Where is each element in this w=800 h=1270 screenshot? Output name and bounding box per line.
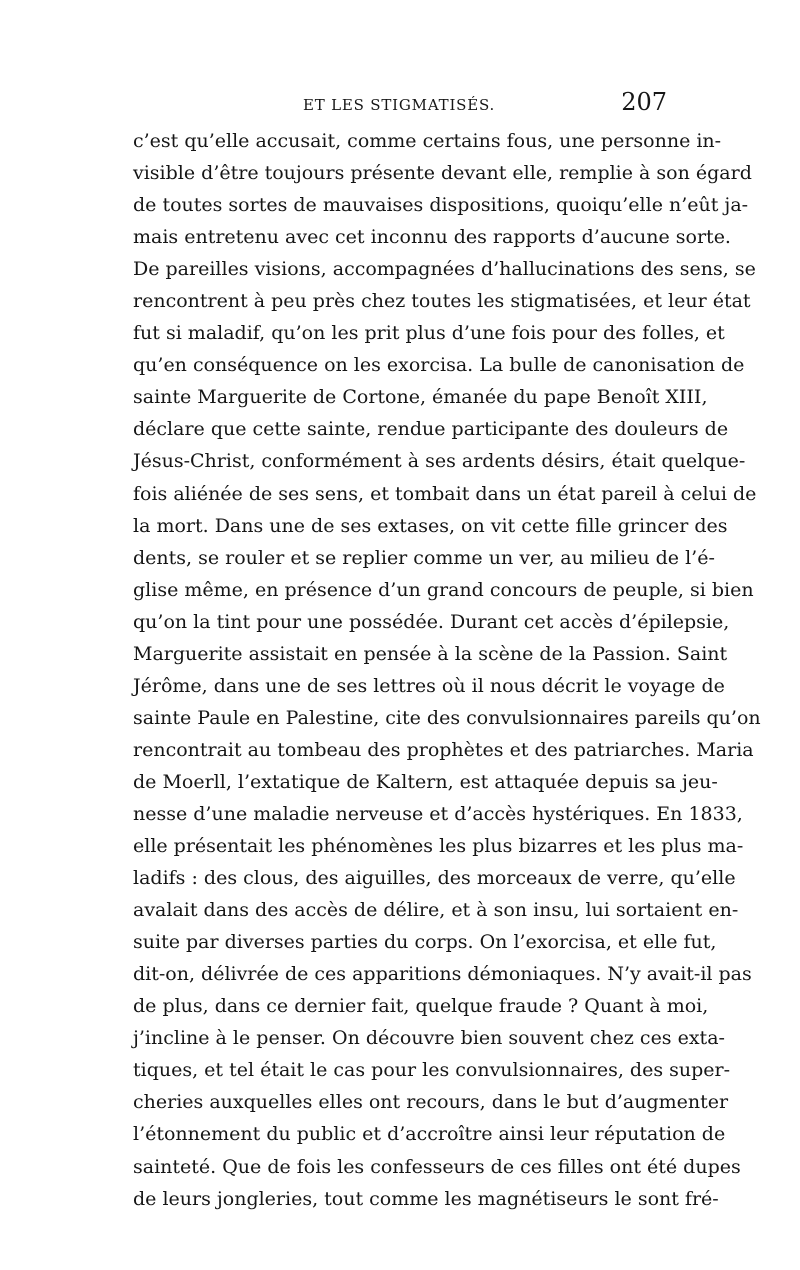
text-line: l’étonnement du public et d’accroître ainsi leur réputation de: [133, 1123, 726, 1146]
text-line: ladifs : des clous, des aiguilles, des morceaux de verre, qu’elle: [133, 867, 736, 890]
text-line: avalait dans des accès de délire, et à son insu, lui sortaient en-: [133, 899, 739, 922]
text-line: fut si maladif, qu’on les prit plus d’une fois pour des folles, et: [133, 322, 725, 345]
text-line: de Moerll, l’extatique de Kaltern, est attaquée depuis sa jeu-: [133, 770, 718, 793]
running-title: ET LES STIGMATISÉS.: [303, 96, 496, 114]
text-line: déclare que cette sainte, rendue participante des douleurs de: [133, 418, 729, 441]
text-line: de leurs jongleries, tout comme les magnétiseurs le sont fré-: [133, 1187, 719, 1210]
text-line: de toutes sortes de mauvaises dispositions, quoiqu’elle n’eût ja-: [133, 194, 749, 217]
text-line: De pareilles visions, accompagnées d’hallucinations des sens, se: [133, 258, 756, 281]
text-line: glise même, en présence d’un grand concours de peuple, si bien: [133, 578, 754, 601]
text-line: qu’en conséquence on les exorcisa. La bulle de canonisation de: [133, 354, 745, 377]
text-line: sainte Marguerite de Cortone, émanée du pape Benoît XIII,: [133, 386, 708, 409]
text-line: rencontrait au tombeau des prophètes et des patriarches. Maria: [133, 738, 754, 761]
text-line: Jérôme, dans une de ses lettres où il nous décrit le voyage de: [133, 674, 725, 697]
body-text: [133, 125, 761, 1215]
text-line: elle présentait les phénomènes les plus bizarres et les plus ma-: [133, 835, 744, 858]
text-line: suite par diverses parties du corps. On l’exorcisa, et elle fut,: [133, 931, 717, 954]
page-number: 207: [621, 88, 667, 116]
text-line: dents, se rouler et se replier comme un ver, au milieu de l’é-: [133, 546, 715, 569]
text-line: j’incline à le penser. On découvre bien souvent chez ces exta-: [133, 1027, 725, 1050]
text-line: la mort. Dans une de ses extases, on vit cette fille grincer des: [133, 514, 728, 537]
text-line: sainte Paule en Palestine, cite des convulsionnaires pareils qu’on: [133, 706, 761, 729]
text-line: mais entretenu avec cet inconnu des rapports d’aucune sorte.: [133, 226, 731, 249]
text-line: rencontrent à peu près chez toutes les stigmatisées, et leur état: [133, 290, 751, 313]
text-line: qu’on la tint pour une possédée. Durant cet accès d’épilepsie,: [133, 610, 730, 633]
text-line: c’est qu’elle accusait, comme certains fous, une personne in-: [133, 130, 722, 152]
text-line: Marguerite assistait en pensée à la scène de la Passion. Saint: [133, 642, 728, 665]
text-line: visible d’être toujours présente devant elle, remplie à son égard: [133, 162, 752, 185]
text-line: tiques, et tel était le cas pour les convulsionnaires, des super-: [133, 1059, 731, 1082]
text-line: cheries auxquelles elles ont recours, dans le but d’augmenter: [133, 1091, 729, 1114]
text-line: de plus, dans ce dernier fait, quelque fraude ? Quant à moi,: [133, 995, 709, 1018]
running-head: [133, 88, 669, 120]
text-line: Jésus-Christ, conformément à ses ardents désirs, était quelque-: [133, 450, 746, 473]
text-line: sainteté. Que de fois les confesseurs de ces filles ont été dupes: [133, 1155, 741, 1178]
text-line: fois aliénée de ses sens, et tombait dans un état pareil à celui de: [133, 482, 757, 505]
text-line: dit-on, délivrée de ces apparitions démoniaques. N’y avait-il pas: [133, 963, 752, 986]
text-line: nesse d’une maladie nerveuse et d’accès hystériques. En 1833,: [133, 802, 743, 825]
